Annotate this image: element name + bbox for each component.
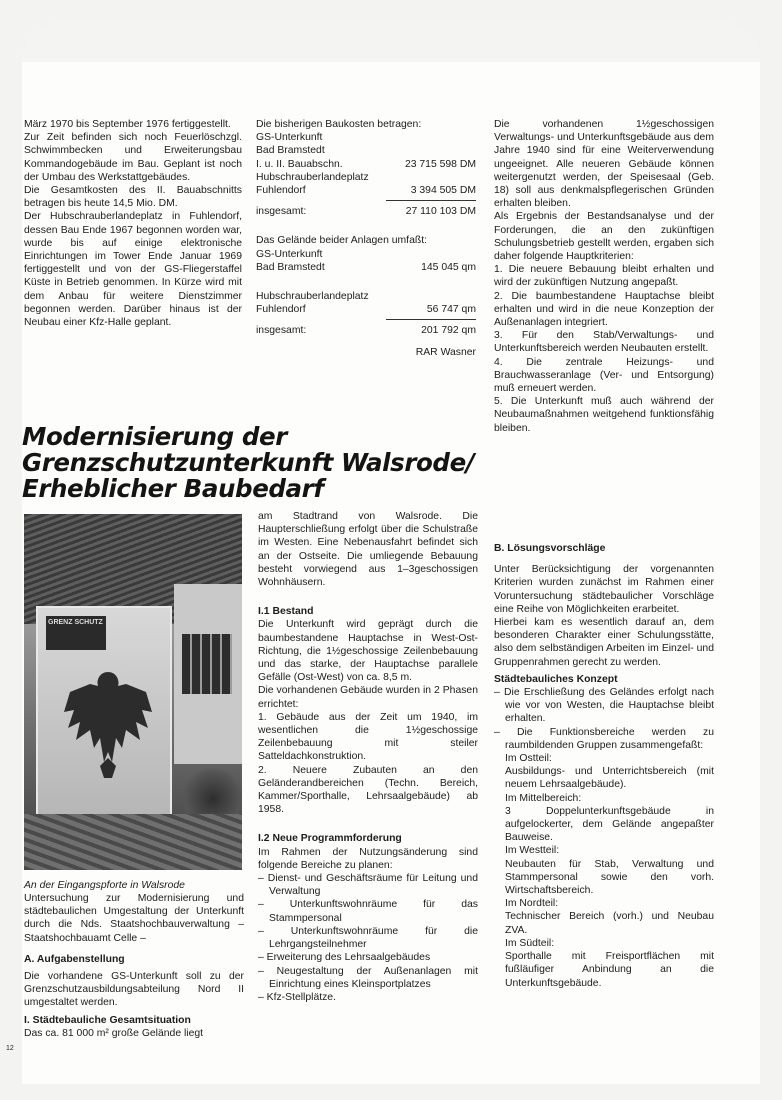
- area-total-value: 201 792 qm: [421, 325, 476, 337]
- zone-label: Im Nordteil:: [505, 898, 559, 910]
- area-row-unit1: [256, 261, 476, 274]
- zone-text: Technischer Bereich (vorh.) und Neubau ZVA.: [505, 911, 714, 936]
- costs-row-total: [256, 205, 476, 218]
- criterion: 1. Die neuere Bebauung bleibt erhalten und wird der zukünftigen Nutzung angepaßt.: [494, 264, 714, 289]
- paragraph: Das ca. 81 000 m² große Gelände liegt: [24, 1027, 204, 1039]
- article-headline: [22, 424, 482, 502]
- zone-list: [494, 752, 714, 990]
- section-heading: I.1 Bestand: [258, 606, 314, 618]
- paragraph: am Stadtrand von Walsrode. Die Haupterschließung erfolgt über die Schulstraße im Westen. Eine Nebenausfahrt befindet sich an der Ostseite. Die umliegende Bebauung besteht vorwiegend aus 1–3geschossigen Wohnhäusern.: [258, 511, 478, 589]
- paragraph: 2. Neuere Zubauten an den Geländerandbereichen (Techn. Bereich, Kammer/Sporthalle, Lehrsaalgebäude) ab 1958.: [258, 764, 478, 816]
- sum-rule: [386, 319, 476, 320]
- area-unit2-value: 56 747 qm: [426, 304, 476, 316]
- area-unit2-label: Fuhlendorf: [256, 304, 306, 316]
- author: RAR Wasner: [415, 346, 476, 358]
- list-item: – Die Erschließung des Geländes erfolgt nach wie vor von Westen, die Hauptachse bleibt erhalten.: [494, 687, 714, 725]
- sum-rule: [386, 200, 476, 201]
- column-1-top: [24, 118, 242, 329]
- paragraph: Die vorhandenen Gebäude wurden in 2 Phasen errichtet:: [258, 685, 478, 710]
- costs-unit2-line1: Hubschrauberlandeplatz: [256, 171, 369, 183]
- zone-label: Im Westteil:: [505, 845, 560, 857]
- headline-line: Grenzschutzunterkunft Walsrode/: [22, 448, 475, 477]
- top-strip: [22, 22, 760, 62]
- section-heading: B. Lösungsvorschläge: [494, 543, 606, 554]
- zone-text: 3 Doppelunterkunftsgebäude in aufgelockerter, dem Gelände angepaßter Bauweise.: [505, 805, 714, 844]
- zone-label: Im Mittelbereich:: [505, 792, 582, 804]
- costs-row-unit1: [256, 158, 476, 171]
- concept-list: [494, 686, 714, 752]
- column-3-bottom: [494, 542, 714, 990]
- paragraph: März 1970 bis September 1976 fertiggestellt.: [24, 119, 231, 130]
- paragraph: Im Rahmen der Nutzungsänderung sind folgende Bereiche zu planen:: [258, 846, 478, 871]
- costs-unit1-line2: Bad Bramstedt: [256, 145, 325, 157]
- area-intro: Das Gelände beider Anlagen umfaßt:: [256, 235, 427, 247]
- zone-text: Ausbildungs- und Unterrichtsbereich (mit neuem Lehrsaalgebäude).: [505, 766, 714, 791]
- criterion: 5. Die Unterkunft muß auch während der Neubaumaßnahmen weitgehend funktionsfähig bleiben.: [494, 396, 714, 434]
- list-item: – Erweiterung des Lehrsaalgebäudes: [258, 952, 431, 964]
- page-number: 12: [6, 1045, 14, 1052]
- column-2-bottom: [258, 510, 478, 1004]
- area-unit2-line1: Hubschrauberlandeplatz: [256, 291, 369, 303]
- paragraph: Zur Zeit befinden sich noch Feuerlöschzgl. Schwimmbecken und Erweiterungsbau Kommandogebäude im Bau. Geplant ist noch der Umbau des Werkstattgebäudes.: [24, 132, 242, 183]
- area-unit1-label: Bad Bramstedt: [256, 261, 325, 273]
- list-item: – Kfz-Stellplätze.: [258, 991, 336, 1003]
- costs-unit2-label: Fuhlendorf: [256, 185, 306, 197]
- list-item: – Neugestaltung der Außenanlagen mit Einrichtung eines Kleinsportplatzes: [258, 965, 478, 990]
- headline-line: Erheblicher Baubedarf: [22, 474, 324, 503]
- zone-text: Neubauten für Stab, Verwaltung und Stammpersonal sowie den vorh. Wirtschaftsbereich.: [505, 858, 714, 897]
- intro-paragraph: Untersuchung zur Modernisierung und städtebaulichen Umgestaltung der Unterkunft durch die Nds. Staatshochbauverwaltung – Staatshochbauamt Celle –: [24, 893, 244, 944]
- section-heading: Städtebauliches Konzept: [494, 673, 618, 685]
- zone-label: Im Südteil:: [505, 937, 555, 949]
- paragraph: Die Unterkunft wird geprägt durch die baumbestandene Hauptachse in West-Ost-Richtung, die 1½geschossige Zeilenbebauung und das starke, der Hauptachse parallele Gefälle (Ost-West) von ca. 8,5 m.: [258, 619, 478, 684]
- paragraph: Als Ergebnis der Bestandsanalyse und der Forderungen, die an den zukünftigen Schulungsbetrieb gestellt werden, ergaben sich daher folgende Hauptkriterien:: [494, 211, 714, 263]
- zone-text: Sporthalle mit Freisportflächen mit fußläufiger Anbindung an die Unterkunftsgebäude.: [505, 951, 714, 989]
- photo-sign-text: GRENZ SCHUTZ: [46, 616, 106, 650]
- costs-row-unit2: [256, 184, 476, 197]
- costs-total-label: insgesamt:: [256, 206, 307, 218]
- federal-eagle-icon: [60, 662, 156, 782]
- list-item: – Dienst- und Geschäftsräume für Leitung und Verwaltung: [258, 873, 478, 898]
- section-heading: A. Aufgabenstellung: [24, 953, 125, 965]
- criterion: 2. Die baumbestandene Hauptachse bleibt erhalten und wird in die neue Konzeption der Außenanlagen integriert.: [494, 290, 714, 329]
- paragraph: 1. Gebäude aus der Zeit um 1940, im wesentlichen die 1½geschossige Zeilenbebauung mit steiler Satteldachkonstruktion.: [258, 711, 478, 763]
- paragraph: Unter Berücksichtigung der vorgenannten Kriterien wurden zunächst im Rahmen einer Voruntersuchung städtebaulicher Vorschläge eine Reihe von Möglichkeiten erarbeitet.: [494, 564, 714, 615]
- area-unit1-line1: GS-Unterkunft: [256, 248, 323, 260]
- costs-unit2-value: 3 394 505 DM: [410, 185, 476, 197]
- costs-unit1-label: I. u. II. Bauabschn.: [256, 158, 343, 170]
- photo-ground: [24, 814, 242, 870]
- criterion: 3. Für den Stab/Verwaltungs- und Unterkunftsbereich werden Neubauten erstellt.: [494, 330, 714, 355]
- column-2-top: [256, 118, 476, 359]
- paragraph: Hierbei kam es wesentlich darauf an, dem besonderen Charakter einer Schulungsstätte, also dem selbständigen Arbeiten im Einzel- und Gruppenrahmen gerecht zu werden.: [494, 617, 714, 668]
- costs-unit1-value: 23 715 598 DM: [404, 158, 476, 170]
- entrance-photo: [24, 514, 242, 870]
- photo-caption: An der Eingangspforte in Walsrode: [24, 880, 185, 891]
- list-item: – Unterkunftswohnräume für das Stammpersonal: [258, 899, 478, 924]
- list-item: – Die Funktionsbereiche werden zu raumbildenden Gruppen zusammengefaßt:: [494, 726, 714, 751]
- photo-window: [182, 634, 232, 694]
- list-item: – Unterkunftswohnräume für die Lehrgangsteilnehmer: [258, 925, 478, 951]
- headline-line: Modernisierung der: [22, 422, 287, 451]
- area-unit1-value: 145 045 qm: [421, 261, 476, 273]
- photo-sign-panel: [36, 606, 172, 818]
- paragraph: Die vorhandenen 1½geschossigen Verwaltungs- und Unterkunftsgebäude aus dem Jahre 1940 sind für eine Weiterverwendung ungeeignet. Alle neueren Gebäude können weitergenutzt werden, der Speisesaal (Geb. 18) soll aus denkmalspflegerischen Gründen erhalten bleiben.: [494, 119, 714, 210]
- costs-total-value: 27 110 103 DM: [405, 206, 476, 218]
- column-3-top: [494, 118, 714, 435]
- paragraph: Die Gesamtkosten des II. Bauabschnitts betragen bis heute 14,5 Mio. DM.: [24, 185, 242, 210]
- section-heading: I. Städtebauliche Gesamtsituation: [24, 1014, 191, 1026]
- paragraph: Der Hubschrauberlandeplatz in Fuhlendorf, dessen Bau Ende 1967 begonnen worden war, wurde bis auf einige elektronische Einrichtungen im Tower Ende Januar 1969 fertiggestellt und von der GS-Fliegerstaffel Küste in Betrieb genommen. In Kürze wird mit dem Anbau für weitere Dienstzimmer begonnen werden. Darüber hinaus ist der Neubau einer Kfz-Halle geplant.: [24, 211, 242, 329]
- zone-label: Im Ostteil:: [505, 753, 552, 765]
- column-1-bottom: [24, 892, 244, 1040]
- area-row-total: [256, 324, 476, 337]
- paragraph: Die vorhandene GS-Unterkunft soll zu der Grenzschutzausbildungsabteilung Nord II umgestaltet werden.: [24, 971, 244, 1009]
- area-total-label: insgesamt:: [256, 325, 307, 337]
- program-list: [258, 872, 478, 1004]
- costs-intro: Die bisherigen Baukosten betragen:: [256, 119, 422, 130]
- area-row-unit2: [256, 303, 476, 316]
- costs-unit1-line1: GS-Unterkunft: [256, 132, 323, 144]
- section-heading: I.2 Neue Programmforderung: [258, 833, 402, 845]
- criterion: 4. Die zentrale Heizungs- und Brauchwasseranlage (Ver- und Entsorgung) muß erneuert werden.: [494, 356, 714, 395]
